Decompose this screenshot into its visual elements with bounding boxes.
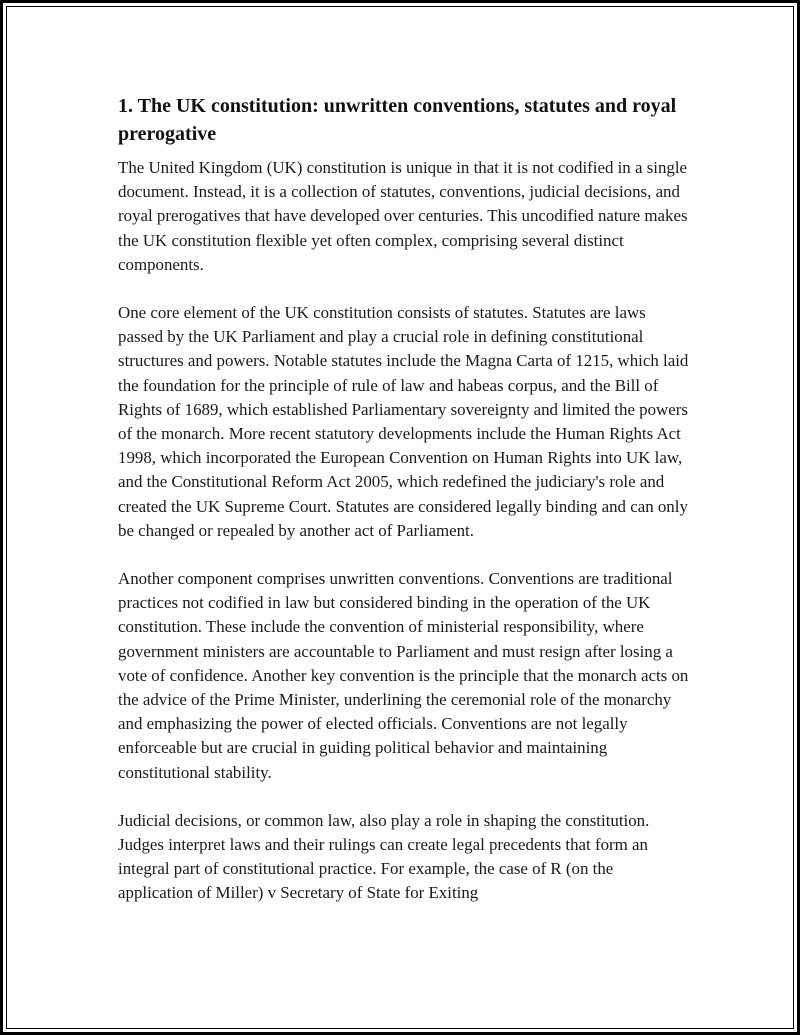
document-body xyxy=(118,92,690,930)
paragraph: The United Kingdom (UK) constitution is unique in that it is not codified in a single document. Instead, it is a collection of statutes, conventions, judicial decisions, and royal prerogatives that have developed over centuries. This uncodified nature makes the UK constitution flexible yet often complex, comprising several distinct components. xyxy=(118,158,688,274)
paragraph: Another component comprises unwritten conventions. Conventions are traditional practices not codified in law but considered binding in the operation of the UK constitution. These include the convention of ministerial responsibility, where government ministers are accountable to Parliament and must resign after losing a vote of confidence. Another key convention is the principle that the monarch acts on the advice of the Prime Minister, underlining the ceremonial role of the monarchy and emphasizing the power of elected officials. Conventions are not legally enforceable but are crucial in guiding political behavior and maintaining constitutional stability. xyxy=(118,569,689,782)
paragraph: Judicial decisions, or common law, also play a role in shaping the constitution. Judges interpret laws and their rulings can create legal precedents that form an integral part of constitutional practice. For example, the case of R (on the application of Miller) v Secretary of State for Exiting xyxy=(118,810,650,903)
section-title: 1. The UK constitution: unwritten conventions, statutes and royal prerogative xyxy=(118,95,677,145)
paragraph: One core element of the UK constitution consists of statutes. Statutes are laws passed by the UK Parliament and play a crucial role in defining constitutional structures and powers. Notable statutes include the Magna Carta of 1215, which laid the foundation for the principle of rule of law and habeas corpus, and the Bill of Rights of 1689, which established Parliamentary sovereignty and limited the powers of the monarch. More recent statutory developments include the Human Rights Act 1998, which incorporated the European Convention on Human Rights into UK law, and the Constitutional Reform Act 2005, which redefined the judiciary's role and created the UK Supreme Court. Statutes are considered legally binding and can only be changed or repealed by another act of Parliament. xyxy=(118,303,689,540)
